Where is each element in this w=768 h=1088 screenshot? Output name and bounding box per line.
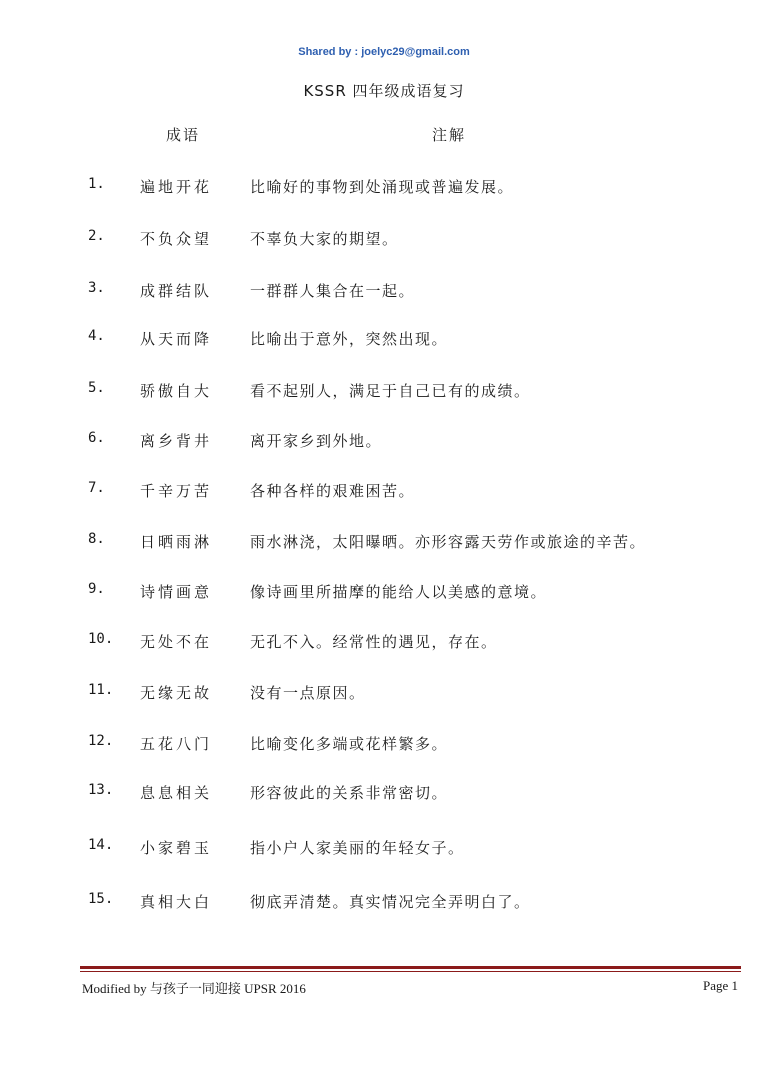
shared-by-line: Shared by : joelyc29@gmail.com [298, 46, 470, 58]
item-number: 7. [88, 480, 105, 496]
item-meaning: 雨水淋浇，太阳曝晒。亦形容露天劳作或旅途的辛苦。 [250, 533, 647, 551]
item-idiom: 无处不在 [140, 633, 213, 651]
column-header-meaning: 注解 [432, 126, 467, 144]
list-item [0, 480, 768, 504]
item-number: 2. [88, 228, 105, 244]
footer-rule-thin [80, 971, 741, 972]
item-meaning: 没有一点原因。 [250, 684, 366, 702]
item-idiom: 骄傲自大 [140, 382, 213, 400]
list-item [0, 581, 768, 605]
footer-rule-thick [80, 966, 741, 969]
list-item [0, 837, 768, 861]
footer-credit: Modified by 与孩子一同迎接 UPSR 2016 [82, 981, 306, 996]
list-item [0, 228, 768, 252]
list-item [0, 280, 768, 304]
item-idiom: 无缘无故 [140, 684, 213, 702]
item-number: 13. [88, 782, 114, 798]
list-item [0, 176, 768, 200]
item-idiom: 真相大白 [140, 893, 213, 911]
item-number: 9. [88, 581, 105, 597]
item-idiom: 从天而降 [140, 330, 213, 348]
item-idiom: 遍地开花 [140, 178, 213, 196]
item-meaning: 彻底弄清楚。真实情况完全弄明白了。 [250, 893, 531, 911]
item-idiom: 小家碧玉 [140, 839, 213, 857]
item-idiom: 千辛万苦 [140, 482, 213, 500]
list-item [0, 430, 768, 454]
item-meaning: 各种各样的艰难困苦。 [250, 482, 416, 500]
item-number: 3. [88, 280, 105, 296]
item-number: 10. [88, 631, 114, 647]
item-number: 8. [88, 531, 105, 547]
item-meaning: 离开家乡到外地。 [250, 432, 383, 450]
item-idiom: 成群结队 [140, 282, 213, 300]
item-meaning: 比喻好的事物到处涌现或普遍发展。 [250, 178, 515, 196]
item-idiom: 诗情画意 [140, 583, 213, 601]
column-header-idiom: 成语 [166, 126, 201, 144]
item-idiom: 不负众望 [140, 230, 213, 248]
item-meaning: 形容彼此的关系非常密切。 [250, 784, 449, 802]
list-item [0, 733, 768, 757]
item-meaning: 像诗画里所描摩的能给人以美感的意境。 [250, 583, 548, 601]
item-number: 11. [88, 682, 114, 698]
list-item [0, 531, 768, 555]
list-item [0, 380, 768, 404]
item-number: 14. [88, 837, 114, 853]
item-idiom: 离乡背井 [140, 432, 213, 450]
item-number: 12. [88, 733, 114, 749]
item-idiom: 五花八门 [140, 735, 213, 753]
item-idiom: 息息相关 [140, 784, 213, 802]
item-number: 4. [88, 328, 105, 344]
list-item [0, 891, 768, 915]
item-meaning: 比喻出于意外，突然出现。 [250, 330, 449, 348]
item-meaning: 看不起别人，满足于自己已有的成绩。 [250, 382, 531, 400]
item-meaning: 指小户人家美丽的年轻女子。 [250, 839, 465, 857]
item-number: 1. [88, 176, 105, 192]
item-number: 15. [88, 891, 114, 907]
list-item [0, 631, 768, 655]
item-meaning: 比喻变化多端或花样繁多。 [250, 735, 449, 753]
item-meaning: 无孔不入。经常性的遇见，存在。 [250, 633, 498, 651]
item-meaning: 不辜负大家的期望。 [250, 230, 399, 248]
item-meaning: 一群群人集合在一起。 [250, 282, 416, 300]
item-number: 6. [88, 430, 105, 446]
list-item [0, 328, 768, 352]
item-number: 5. [88, 380, 105, 396]
list-item [0, 682, 768, 706]
page-title: KSSR 四年级成语复习 [303, 82, 465, 100]
item-idiom: 日晒雨淋 [140, 533, 213, 551]
page-number: Page 1 [702, 978, 738, 993]
list-item [0, 782, 768, 806]
